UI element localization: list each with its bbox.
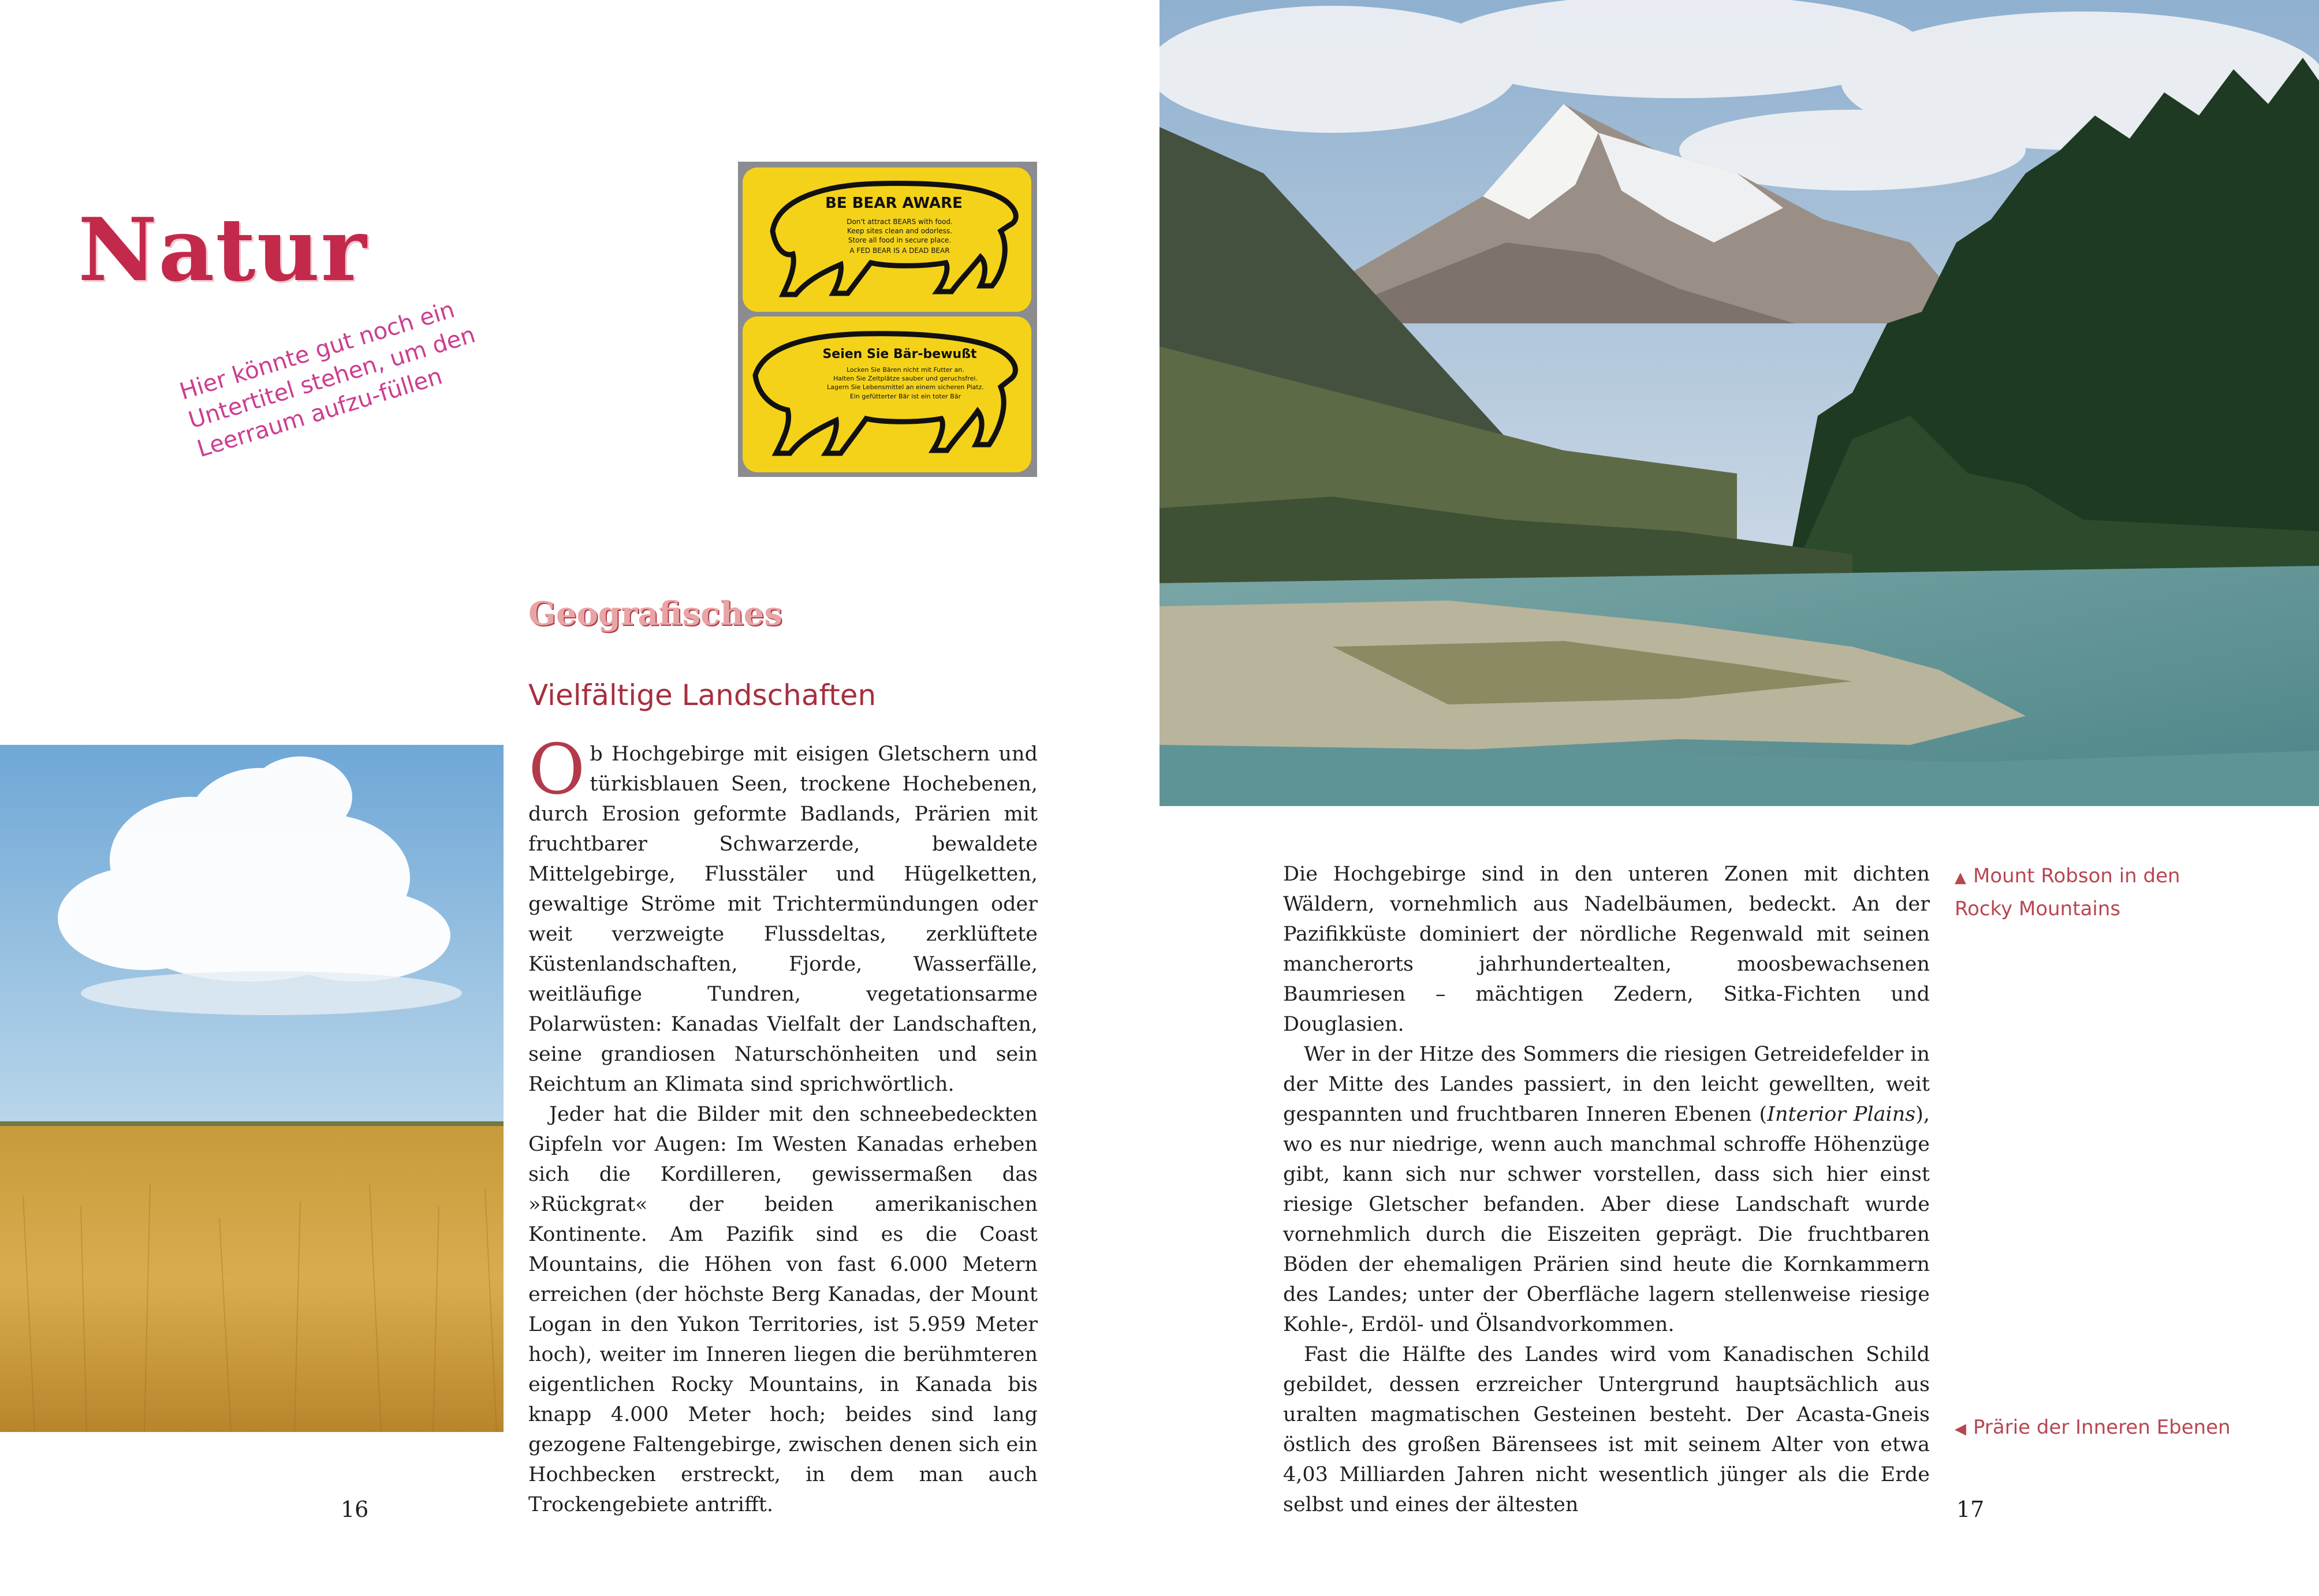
sign-bottom-line-1: Seien Sie Bär-bewußt — [822, 347, 977, 361]
triangle-up-icon: ▲ — [1955, 869, 1966, 886]
drop-cap: O — [528, 730, 586, 810]
paragraph-text: ), wo es nur niedrige, wenn auch manchmal schroffe Höhenzüge gibt, kann sich nur schwer vorstellen, dass sich hier einst riesige Gletscher befanden. Aber diese Landschaft wurde vornehmlich durch die Eiszeiten geprägt. Die fruchtbaren Böden der ehemaligen Prärien sind heute die Kornkammern des Landes; unter der Oberfläche lagern stellenweise riesige Kohle-, Erdöl- und Ölsandvorkommen. — [1283, 1103, 1930, 1336]
page-number-left: 16 — [341, 1497, 369, 1522]
caption-text: Mount Robson in den Rocky Mountains — [1955, 864, 2180, 920]
sign-bottom-line-5: Ein gefütterter Bär ist ein toter Bär — [849, 393, 961, 400]
section-title: Geografisches — [528, 595, 782, 633]
paragraph: Fast die Hälfte des Landes wird vom Kanadischen Schild gebildet, dessen erzreicher Untergrund hauptsächlich aus uralten magmatischen Gesteinen besteht. Der Acasta-Gneis östlich des großen Bärensees ist mit seinem Alter von etwa 4,03 Milliarden Jahren nicht wesentlich jünger als die Erde selbst und eines der ältesten — [1283, 1343, 1930, 1516]
paragraph — [1283, 1039, 1930, 1340]
caption-prairie — [1955, 1412, 2278, 1445]
paragraph-emphasis: Interior Plains — [1767, 1103, 1916, 1126]
paragraph — [528, 730, 1038, 1099]
paragraph: Jeder hat die Bilder mit den schneebedeckten Gipfeln vor Augen: Im Westen Kanadas erheben sich die Kordilleren, gewissermaßen das »Rückgrat« der beiden amerikanischen Kontinente. Am Pazifik sind es die Coast Mountains, die Höhen von fast 6.000 Metern erreichen (der höchste Berg Kanadas, der Mount Logan in den Yukon Territories, ist 5.959 Meter hoch), weiter im Inneren liegen die berühmteren eigentlichen Rocky Mountains, in Kanada bis knapp 4.000 Meter hoch; beides sind lang gezogene Faltengebirge, zwischen denen sich ein Hochbecken erstreckt, in dem man auch Trockengebiete antrifft. — [528, 1103, 1038, 1516]
triangle-left-icon: ◀ — [1955, 1420, 1966, 1438]
left-text-column — [528, 730, 1038, 1520]
mount-robson-photo — [1160, 0, 2319, 806]
bear-sign-photo — [738, 162, 1037, 477]
prairie-photo — [0, 745, 504, 1432]
sign-bottom-line-2: Locken Sie Bären nicht mit Futter an. — [847, 366, 964, 374]
right-text-column — [1283, 859, 1930, 1520]
sign-top-line-4: Store all food in secure place. — [848, 236, 952, 244]
paragraph-text: b Hochgebirge mit eisigen Gletschern und türkisblauen Seen, trockene Hochebenen, durch Erosion geformte Badlands, Prärien mit fruchtbarer Schwarzerde, bewaldete Mittelgebirge, Flusstäler und Hügelketten, gewaltige Ströme mit Trichtermündungen oder weit verzweigte Flussdeltas, zerklüftete Küstenlandschaften, Fjorde, Wasserfälle, weitläufige Tundren, vegetationsarme Polarwüsten: Kanadas Vielfalt der Landschaften, seine grandiosen Naturschönheiten und sein Reichtum an Klimata sind sprichwörtlich. — [528, 743, 1038, 1096]
page-number-right: 17 — [1956, 1497, 1985, 1522]
section-subtitle: Vielfältige Landschaften — [528, 678, 877, 712]
caption-text: Prärie der Inneren Ebenen — [1973, 1416, 2231, 1439]
chapter-title: Natur — [78, 199, 368, 301]
sign-top-line-2: Don't attract BEARS with food. — [847, 218, 953, 226]
sign-top-line-5: A FED BEAR IS A DEAD BEAR — [849, 247, 950, 255]
sign-bottom-line-4: Lagern Sie Lebensmittel an einem sicheren Platz. — [827, 383, 984, 391]
sign-top-line-3: Keep sites clean and odorless. — [847, 227, 952, 235]
sign-top-line-1: BE BEAR AWARE — [825, 195, 963, 212]
caption-mount-robson — [1955, 860, 2197, 924]
paragraph-text: Wer in der Hitze des Sommers die riesigen Getreidefelder in der Mitte des Landes passiert, in den leicht gewellten, weit gespannten und fruchtbaren Inneren Ebenen ( — [1283, 1043, 1930, 1126]
sign-bottom-line-3: Halten Sie Zeltplätze sauber und geruchsfrei. — [833, 375, 978, 382]
subtitle-note: Hier könnte gut noch ein Untertitel stehen, um den Leerraum aufzu-füllen — [176, 296, 479, 463]
paragraph: Die Hochgebirge sind in den unteren Zonen mit dichten Wäldern, vornehmlich aus Nadelbäumen, bedeckt. An der Pazifikküste dominiert der nördliche Regenwald mit seinen mancherorts jahrhundertealten, moosbewachsenen Baumriesen – mächtigen Zedern, Sitka-Fichten und Douglasien. — [1283, 863, 1930, 1036]
